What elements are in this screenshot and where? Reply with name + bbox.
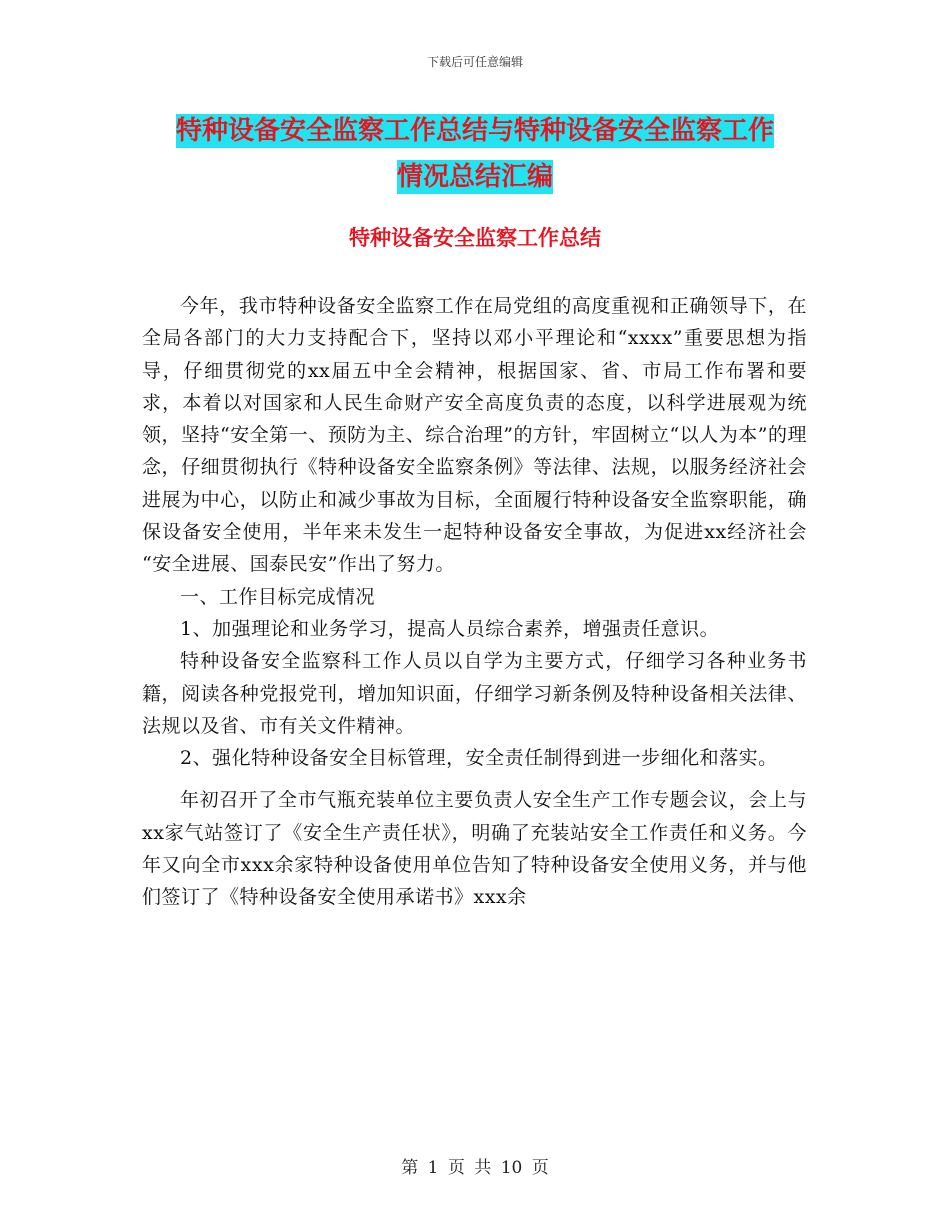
document-body (142, 290, 807, 914)
document-title-line2: 情况总结汇编 (396, 162, 553, 192)
subheading-target-management: 2、强化特种设备安全目标管理，安全责任制得到进一步细化和落实。 (180, 747, 778, 770)
section-title: 特种设备安全监察工作总结 (349, 226, 601, 250)
document-title-line1: 特种设备安全监察工作总结与特种设备安全监察工作 (175, 116, 774, 146)
paragraph-study: 特种设备安全监察科工作人员以自学为主要方式，仔细学习各种业务书籍，阅读各种党报党刊，增加知识面，仔细学习新条例及特种设备相关法律、法规以及省、市有关文件精神。 (142, 650, 807, 737)
paragraph-target-management: 年初召开了全市气瓶充装单位主要负责人安全生产工作专题会议，会上与xx家气站签订了《安全生产责任状》，明确了充装站安全工作责任和义务。今年又向全市xxx余家特种设备使用单位告知了特种设备安全使用义务，并与他们签订了《特种设备安全使用承诺书》xxx余 (142, 789, 807, 909)
heading-work-goals: 一、工作目标完成情况 (180, 585, 376, 608)
paragraph-intro: 今年，我市特种设备安全监察工作在局党组的高度重视和正确领导下，在全局各部门的大力支持配合下，坚持以邓小平理论和“xxxx”重要思想为指导，仔细贯彻党的xx届五中全会精神，根据国家、省、市局工作布署和要求，本着以对国家和人民生命财产安全高度负责的态度，以科学进展观为统领，坚持“安全第一、预防为主、综合治理”的方针，牢固树立“以人为本”的理念，仔细贯彻执行《特种设备安全监察条例》等法律、法规，以服务经济社会进展为中心，以防止和减少事故为目标，全面履行特种设备安全监察职能，确保设备安全使用，半年来未发生一起特种设备安全事故，为促进xx经济社会 “安全进展、国泰民安”作出了努力。 (142, 295, 807, 576)
header-note: 下载后可任意编辑 (426, 55, 523, 69)
subheading-study: 1、加强理论和业务学习，提高人员综合素养，增强责任意识。 (180, 617, 720, 640)
page-number: 第 1 页 共 10 页 (401, 1158, 549, 1178)
document-title (0, 108, 950, 200)
